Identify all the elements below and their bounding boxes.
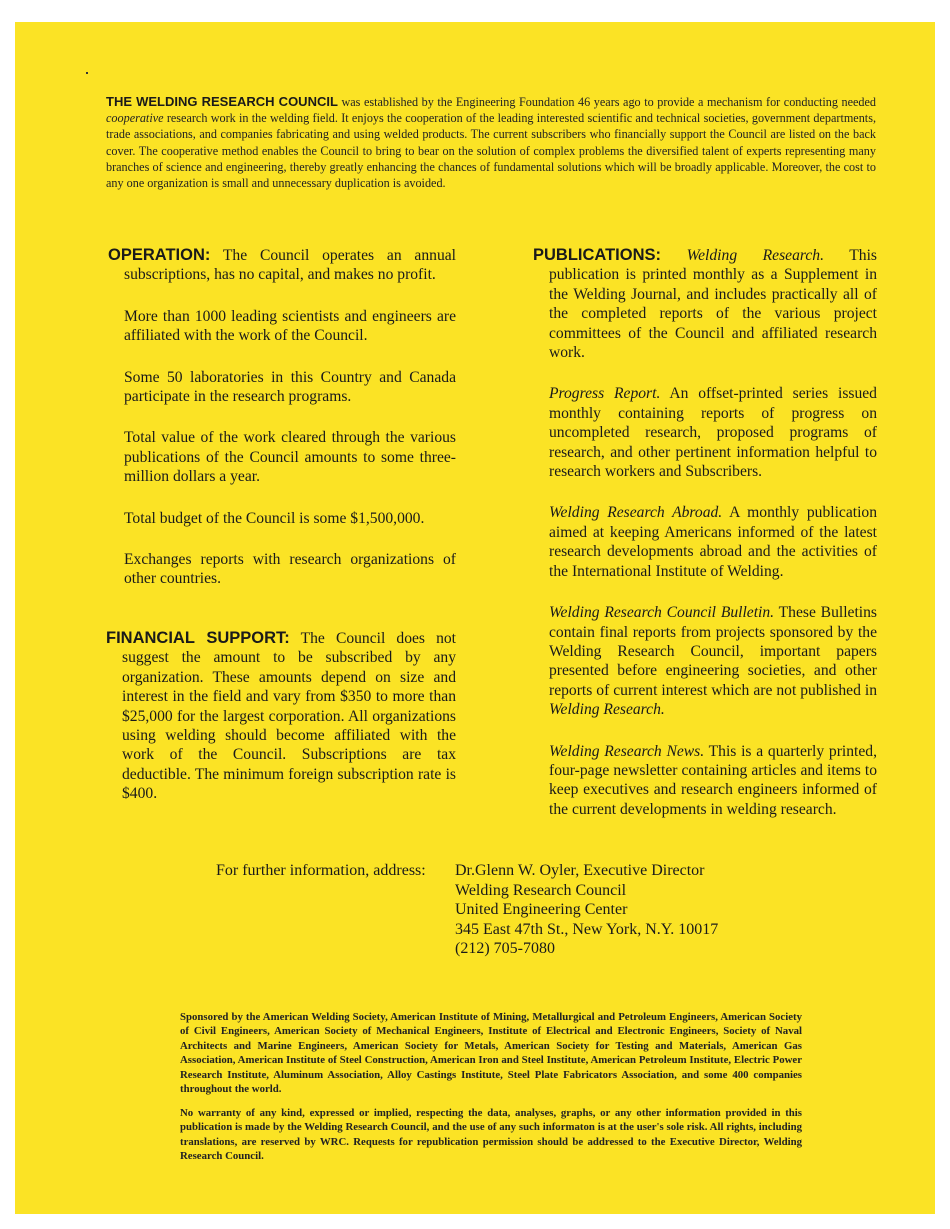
contact-line: (212) 705-7080 [455,940,555,957]
publication-item [533,742,877,820]
intro-text-a: was established by the Engineering Foundation 46 years ago to provide a mechanism for conducting needed [337,95,876,109]
operation-item: Some 50 laboratories in this Country and Canada participate in the research programs. [124,368,456,406]
warranty-note: No warranty of any kind, expressed or implied, respecting the data, analyses, graphs, or any other information provided in this publication is made by the Welding Research Council, and the use of any such informaton is at the user's sole risk. All rights, including translations, are reserved by WRC. Requests for republication permission should be addressed to the Executive Director, Welding Research Council. [180,1107,802,1163]
publication-title: Welding Research. [686,247,824,264]
operation-item: More than 1000 leading scientists and engineers are affiliated with the work of the Council. [124,307,456,345]
left-column [108,246,456,804]
publications-heading: PUBLICATIONS: [533,246,662,264]
contact-line: 345 East 47th St., New York, N.Y. 10017 [455,920,719,938]
financial-heading: FINANCIAL SUPPORT: [106,628,290,647]
financial-text: The Council does not suggest the amount to be subscribed by any organization. These amounts depend on size and interest in the field and vary from $350 to more than $25,000 for the largest corporation. All organizations using welding should become affiliated with the work of the Council. Subscriptions are tax deductible. The minimum foreign subscription rate is $400. [122,629,456,803]
contact-address [455,861,718,959]
stray-mark [86,72,88,74]
contact-line: Dr.Glenn W. Oyler, Executive Director [455,862,705,879]
publication-title: Welding Research Abroad. [549,504,723,522]
financial-section [106,629,456,804]
publication-text: This publication is printed monthly as a Supplement in the Welding Journal, and includes practically all of the completed reports of the various project committees of the Council and affiliated research work. [549,247,877,362]
publication-text: An offset-printed series issued monthly containing reports of progress on uncompleted research, proposed programs of research, and other pertinent information helpful to research workers and Subscribers. [549,385,877,481]
contact-label: For further information, address: [216,862,426,879]
contact-line: Welding Research Council [455,881,627,899]
right-column [533,246,877,819]
publication-item [533,503,877,581]
publication-text: These Bulletins contain final reports from projects sponsored by the Welding Research Council, important papers presented before engineering societies, and other reports of current interest which are not published in [549,604,877,699]
publication-item [533,384,877,481]
operation-first: The Council operates an annual subscriptions, has no capital, and makes no profit. [124,247,456,284]
operation-heading: OPERATION: [108,246,211,264]
publication-title: Welding Research Council Bulletin. [549,604,775,622]
publication-item [533,603,877,719]
intro-text-b: research work in the welding field. It enjoys the cooperation of the leading interested scientific and technical societies, government departments, trade associations, and companies fabricating and using welded products. The current subscribers who financially support the Council are listed on the back cover. The cooperative method enables the Council to bring to bear on the solution of complex problems the diversified talent of experts representing many branches of science and engineering, thereby greatly enhancing the chances of fundamental solutions which will be broadly applicable. Moreover, the cost to any one organization is small and unnecessary duplication is avoided. [106,111,876,191]
intro-emph: cooperative [106,111,164,126]
sponsors-note: Sponsored by the American Welding Society, American Institute of Mining, Metallurgical and Petroleum Engineers, American Society of Civil Engineers, American Society of Mechanical Engineers, Institute of Electrical and Electronic Engineers, Society of Naval Architects and Marine Engineers, American Society for Metals, American Society for Testing and Materials, American Gas Association, American Institute of Steel Construction, American Iron and Steel Institute, American Petroleum Institute, Electric Power Research Institute, Aluminum Association, Alloy Castings Institute, Steel Plate Fabricators Association, and some 400 companies throughout the world. [180,1011,802,1096]
publication-tail-emph: Welding Research. [549,701,665,719]
publication-text: This is a quarterly printed, four-page newsletter containing articles and items to keep executives and research engineers informed of the current developments in welding research. [549,742,877,818]
publication-title: Welding Research News. [549,742,705,760]
publications-section [533,246,877,362]
publication-title: Progress Report. [549,385,661,403]
contact-line: United Engineering Center [455,901,628,918]
intro-paragraph [106,94,876,191]
operation-item: Total value of the work cleared through the various publications of the Council amounts to some three-million dollars a year. [124,429,456,486]
operation-item: Exchanges reports with research organizations of other countries. [124,551,456,588]
operation-item: Total budget of the Council is some $1,500,000. [124,509,425,527]
operation-section [108,246,456,285]
intro-lead: THE WELDING RESEARCH COUNCIL [106,94,338,109]
publication-text: A monthly publication aimed at keeping Americans informed of the latest research developments abroad and the activities of the International Institute of Welding. [549,504,878,580]
